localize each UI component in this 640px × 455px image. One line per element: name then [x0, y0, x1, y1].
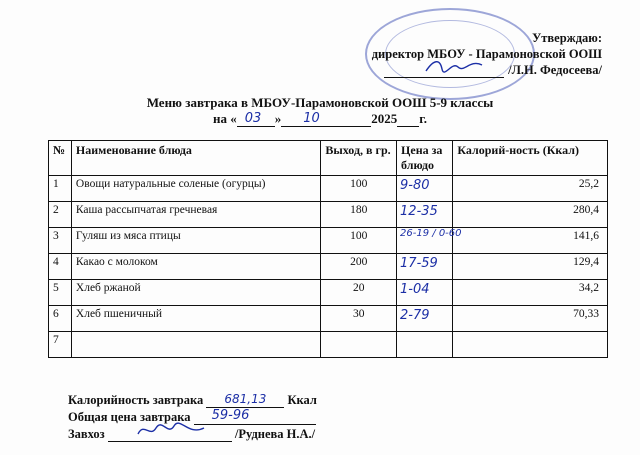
table-row — [49, 228, 608, 254]
date-year-prefix: 202 — [371, 111, 391, 126]
calories-value: 681,13 — [224, 392, 267, 406]
price-value: 59-96 — [211, 408, 250, 423]
row-output: 100 — [321, 228, 397, 254]
row-price: 1-04 — [400, 282, 430, 297]
header-dish: Наименование блюда — [71, 141, 320, 176]
approval-signature-name: /Л.Н. Федосеева/ — [508, 63, 602, 77]
header-calories: Калорий-ность (Ккал) — [453, 141, 608, 176]
date-year-suffix: 5 — [390, 111, 398, 126]
menu-table — [48, 140, 608, 358]
table-header-row — [49, 141, 608, 176]
table-row — [49, 306, 608, 332]
approval-block — [372, 30, 602, 78]
row-price: 26-19 / 0-60 — [400, 228, 462, 239]
row-number: 4 — [49, 254, 72, 280]
row-price: 9-80 — [400, 178, 430, 193]
row-output: 20 — [321, 280, 397, 306]
row-price-cell — [397, 280, 453, 306]
row-price-cell — [397, 176, 453, 202]
approval-signature-row — [372, 62, 602, 78]
row-price: 2-79 — [400, 308, 430, 323]
manager-name: /Руднева Н.А./ — [234, 427, 316, 441]
row-dish: Хлеб ржаной — [71, 280, 320, 306]
approval-heading: Утверждаю: — [532, 31, 602, 45]
table-row — [49, 280, 608, 306]
document-title — [0, 95, 640, 127]
row-price-cell — [397, 332, 453, 358]
date-day: 03 — [244, 111, 262, 126]
price-label: Общая цена завтрака — [68, 410, 191, 424]
row-output: 30 — [321, 306, 397, 332]
director-signature — [384, 65, 504, 78]
row-output: 180 — [321, 202, 397, 228]
row-calories: 70,33 — [453, 306, 608, 332]
row-price: 17-59 — [400, 256, 438, 271]
approval-position: директор МБОУ - Парамоновской ООШ — [371, 47, 602, 61]
row-output — [321, 332, 397, 358]
date-prefix: на « — [213, 111, 237, 126]
row-calories: 34,2 — [453, 280, 608, 306]
row-dish: Каша рассыпчатая гречневая — [71, 202, 320, 228]
row-number: 3 — [49, 228, 72, 254]
row-number: 2 — [49, 202, 72, 228]
footer-manager — [68, 427, 315, 442]
row-price-cell — [397, 228, 462, 254]
row-calories: 141,6 — [453, 228, 608, 254]
row-dish: Овощи натуральные соленые (огурцы) — [71, 176, 320, 202]
header-price: Цена за блюдо — [397, 141, 453, 176]
title-date — [0, 111, 640, 127]
table-row — [49, 176, 608, 202]
row-calories: 25,2 — [453, 176, 608, 202]
row-dish: Гуляш из мяса птицы — [71, 228, 320, 254]
row-price-cell — [397, 202, 453, 228]
signature-scribble — [424, 57, 484, 75]
row-number: 1 — [49, 176, 72, 202]
date-year-end: г. — [419, 111, 427, 126]
row-calories — [453, 332, 608, 358]
manager-signature — [108, 428, 232, 442]
row-calories: 280,4 — [453, 202, 608, 228]
table-row — [49, 202, 608, 228]
row-dish: Хлеб пшеничный — [71, 306, 320, 332]
table-row — [49, 332, 608, 358]
title-line: Меню завтрака в МБОУ-Парамоновской ООШ 5-9 классы — [146, 95, 494, 110]
manager-signature-scribble — [136, 422, 206, 440]
header-output: Выход, в гр. — [321, 141, 397, 176]
row-number: 5 — [49, 280, 72, 306]
row-output: 200 — [321, 254, 397, 280]
date-month: 10 — [303, 111, 320, 126]
row-calories: 129,4 — [453, 254, 608, 280]
date-mid: » — [274, 111, 282, 126]
footer-calories — [68, 393, 317, 408]
row-dish: Какао с молоком — [71, 254, 320, 280]
row-number: 7 — [49, 332, 72, 358]
row-price: 12-35 — [400, 204, 438, 219]
header-number: № — [49, 141, 72, 176]
row-number: 6 — [49, 306, 72, 332]
manager-label: Завхоз — [68, 427, 105, 441]
row-output: 100 — [321, 176, 397, 202]
row-price-cell — [397, 254, 453, 280]
calories-unit: Ккал — [287, 393, 317, 407]
row-price-cell — [397, 306, 453, 332]
calories-label: Калорийность завтрака — [68, 393, 204, 407]
table-row — [49, 254, 608, 280]
row-dish — [71, 332, 320, 358]
